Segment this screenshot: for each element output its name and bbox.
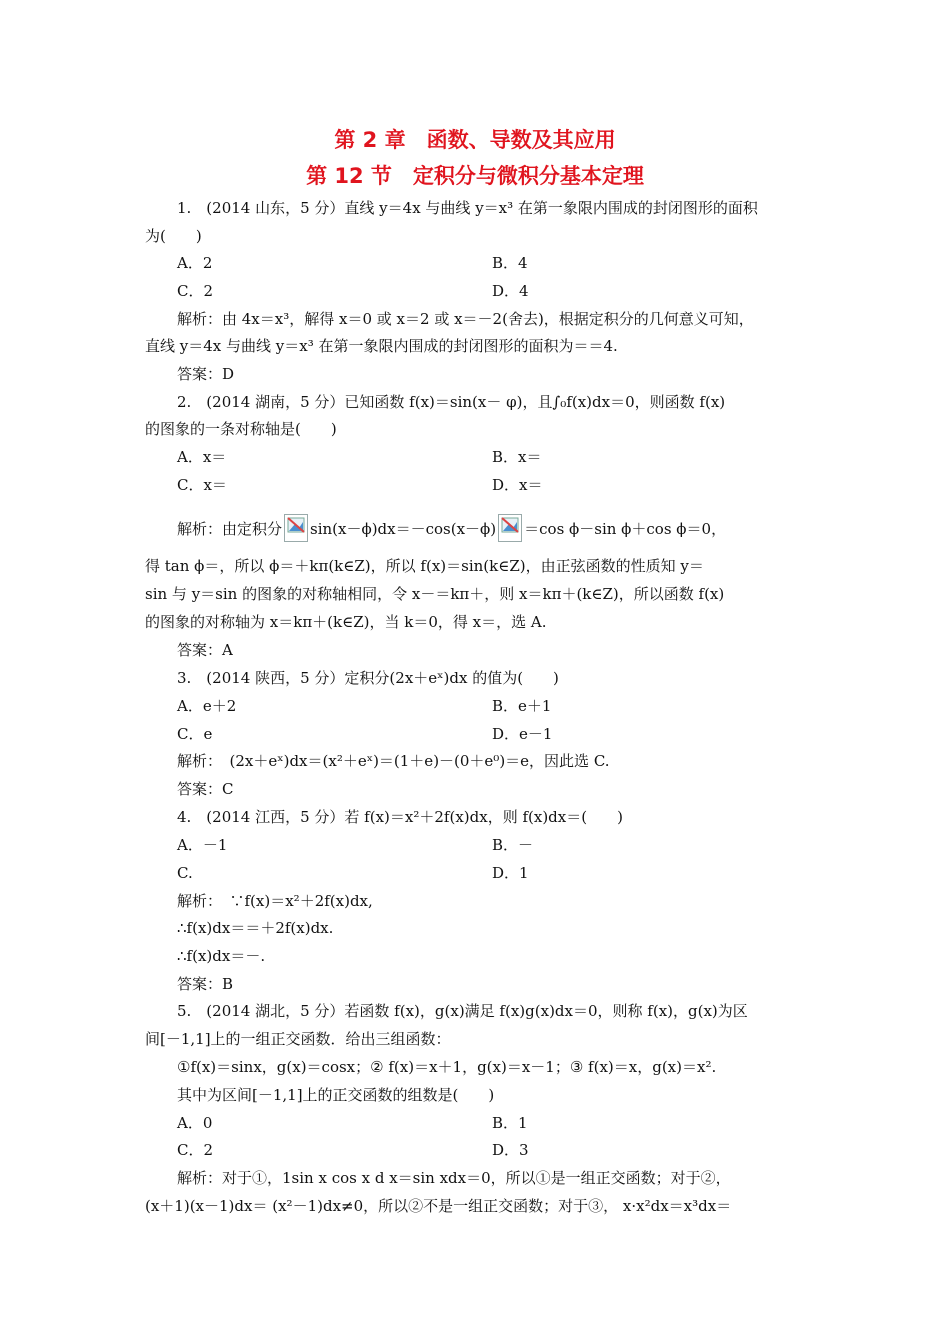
q4-solution-line-3: ∴f(x)dx＝－. — [177, 947, 266, 965]
q4-option-b: B．－ — [492, 836, 534, 854]
q2-solution — [177, 514, 726, 542]
q1-option-a: A．2 — [177, 254, 213, 272]
q2-option-c: C．x＝ — [177, 476, 227, 494]
q2-solution-line-4: 的图象的对称轴为 x＝kπ＋(k∈Z)，当 k＝0，得 x＝，选 A. — [145, 613, 547, 631]
q4-answer: 答案：B — [177, 975, 234, 993]
q5-stem-cont: 间[－1,1]上的一组正交函数．给出三组函数： — [145, 1030, 451, 1048]
q1-stem: 1. (2014 山东，5 分）直线 y＝4x 与曲线 y＝x³ 在第一象限内围成的封闭图形的面积 — [177, 199, 758, 217]
q2-solution-suffix: ＝cos ϕ－sin ϕ＋cos ϕ＝0， — [524, 520, 727, 538]
q1-solution-cont: 直线 y＝4x 与曲线 y＝x³ 在第一象限内围成的封闭图形的面积为＝＝4. — [145, 337, 618, 355]
q1-option-d: D．4 — [492, 282, 529, 300]
q2-solution-prefix: 解析：由定积分 — [177, 520, 283, 538]
q5-function-groups: ①f(x)＝sinx，g(x)＝cosx；② f(x)＝x＋1，g(x)＝x－1；③ f(x)＝x，g(x)＝x². — [177, 1058, 717, 1076]
q5-question: 其中为区间[－1,1]上的正交函数的组数是( ) — [177, 1086, 495, 1104]
q3-option-b: B．e＋1 — [492, 697, 552, 715]
q5-option-b: B．1 — [492, 1114, 528, 1132]
q5-solution-cont: (x＋1)(x－1)dx＝ (x²－1)dx≠0，所以②不是一组正交函数；对于③， x·x²dx＝x³dx＝ — [145, 1197, 732, 1215]
q4-option-c: C. — [177, 864, 193, 882]
q2-solution-middle: sin(x－ϕ)dx＝－cos(x－ϕ) — [310, 520, 497, 538]
q3-option-c: C．e — [177, 725, 213, 743]
q4-option-d: D．1 — [492, 864, 529, 882]
q2-stem-cont: 的图象的一条对称轴是( ) — [145, 420, 337, 438]
q3-option-d: D．e－1 — [492, 725, 553, 743]
q3-stem: 3. (2014 陕西，5 分）定积分(2x＋eˣ)dx 的值为( ) — [177, 669, 559, 687]
chapter-title: 第 2 章 函数、导数及其应用 — [334, 128, 616, 152]
q5-option-a: A．0 — [177, 1114, 213, 1132]
q2-option-a: A．x＝ — [177, 448, 227, 466]
q4-solution: 解析： ∵f(x)＝x²＋2f(x)dx, — [177, 892, 373, 910]
q2-answer: 答案：A — [177, 641, 233, 659]
q4-solution-line-2: ∴f(x)dx＝＝＋2f(x)dx. — [177, 919, 334, 937]
q2-option-d: D．x＝ — [492, 476, 543, 494]
q2-solution-line-2: 得 tan ϕ＝，所以 ϕ＝＋kπ(k∈Z)，所以 f(x)＝sin(k∈Z)，由正弦函数的性质知 y＝ — [145, 557, 704, 575]
q5-solution: 解析：对于①，1sin x cos x d x＝sin xdx＝0，所以①是一组正交函数；对于②， — [177, 1169, 731, 1187]
q1-option-c: C．2 — [177, 282, 214, 300]
broken-image-icon — [498, 514, 522, 542]
q5-stem: 5. (2014 湖北，5 分）若函数 f(x)，g(x)满足 f(x)g(x)dx＝0，则称 f(x)，g(x)为区 — [177, 1002, 748, 1020]
q4-stem: 4. (2014 江西，5 分）若 f(x)＝x²＋2f(x)dx，则 f(x)dx＝( ) — [177, 808, 623, 826]
q3-solution: 解析： (2x＋eˣ)dx＝(x²＋eˣ)＝(1＋e)－(0＋e⁰)＝e，因此选 C. — [177, 752, 610, 770]
q1-solution: 解析：由 4x＝x³，解得 x＝0 或 x＝2 或 x＝－2(舍去)，根据定积分的几何意义可知， — [177, 310, 754, 328]
q4-option-a: A．－1 — [177, 836, 228, 854]
q1-option-b: B．4 — [492, 254, 528, 272]
q1-stem-cont: 为( ) — [145, 227, 202, 245]
q2-option-b: B．x＝ — [492, 448, 542, 466]
q5-option-d: D．3 — [492, 1141, 529, 1159]
q2-stem: 2. (2014 湖南，5 分）已知函数 f(x)＝sin(x－ φ)，且∫₀f(x)dx＝0，则函数 f(x) — [177, 393, 726, 411]
section-title: 第 12 节 定积分与微积分基本定理 — [306, 164, 644, 188]
q3-answer: 答案：C — [177, 780, 234, 798]
q3-option-a: A．e＋2 — [177, 697, 237, 715]
q2-solution-line-3: sin 与 y＝sin 的图象的对称轴相同，令 x－＝kπ＋，则 x＝kπ＋(k∈Z)，所以函数 f(x) — [145, 585, 725, 603]
broken-image-icon — [284, 514, 308, 542]
q5-option-c: C．2 — [177, 1141, 214, 1159]
q1-answer: 答案：D — [177, 365, 235, 383]
